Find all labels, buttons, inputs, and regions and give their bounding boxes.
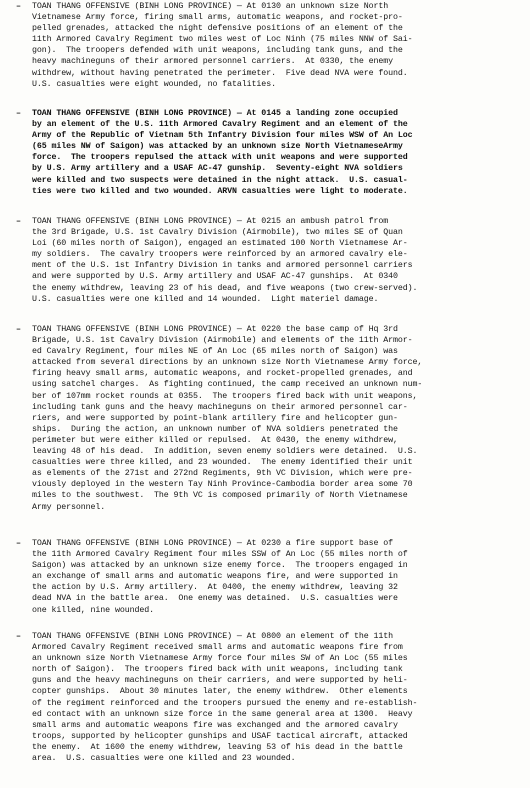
- text-line: guns and the heavy machineguns on their carriers, and were supported by heli-: [32, 676, 408, 686]
- text-line: casualties were three killed, and 23 wounded. The enemy identified their unit: [32, 458, 413, 468]
- text-line: firing heavy small arms, automatic weapons, and rocket-propelled grenades, and: [32, 369, 413, 379]
- text-line: viously deployed in the western Tay Ninh Province-Cambodia border area some 70: [32, 480, 413, 490]
- report-entry-6: [16, 631, 522, 764]
- text-line: of the regiment reinforced and the troopers pursued the enemy and re-establish-: [32, 698, 418, 708]
- text-line: gon). The troopers defended with unit weapons, including tank guns, and the: [32, 46, 403, 56]
- bullet-dash: –: [16, 539, 21, 548]
- text-line: north of Saigon). The troopers fired back with unit weapons, including tank: [32, 665, 403, 675]
- text-line: dead NVA in the battle area. One enemy was detained. U.S. casualties were: [32, 594, 398, 604]
- text-line: area. U.S. casualties were one killed and 23 wounded.: [32, 754, 296, 764]
- text-line: attacked from several directions by an unknown size North Vietnamese Army force,: [32, 358, 423, 368]
- text-line: ed contact with an unknown size force in the same general area at 1300. Heavy: [32, 709, 413, 719]
- entry-5-text: [32, 538, 522, 616]
- text-line: the enemy. At 1600 the enemy withdrew, leaving 53 of his dead in the battle: [32, 742, 403, 752]
- bullet-dash: –: [16, 325, 21, 334]
- text-line: using satchel charges. As fighting continued, the camp received an unknown num-: [32, 380, 423, 390]
- text-line: TOAN THANG OFFENSIVE (BINH LONG PROVINCE) — At 0220 the base camp of Hq 3rd: [32, 325, 398, 334]
- report-entry-4: [16, 324, 522, 513]
- text-line: 11th Armored Cavalry Regiment two miles west of Loc Ninh (75 miles NNW of Sai-: [32, 35, 413, 45]
- text-line: the enemy withdrew, leaving 23 of his dead, and five weapons (two crew-served).: [32, 283, 418, 293]
- text-line: (65 miles NW of Saigon) was attacked by an unknown size North VietnameseArmy: [32, 142, 403, 152]
- text-line: Loi (60 miles north of Saigon), engaged an estimated 100 North Vietnamese Ar-: [32, 239, 408, 249]
- report-entry-2: [16, 108, 522, 197]
- bullet-dash: –: [16, 109, 21, 118]
- text-line: pelled grenades, attacked the night defensive positions of an element of the: [32, 24, 403, 34]
- text-line: Saigon) was attacked by an unknown size enemy force. The troopers engaged in: [32, 561, 408, 571]
- text-line: the action by U.S. Army artillery. At 0400, the enemy withdrew, leaving 32: [32, 583, 398, 593]
- text-line: leaving 48 of his dead. In addition, seven enemy soldiers were detained. U.S.: [32, 447, 418, 457]
- entry-3-text: [32, 216, 522, 305]
- text-line: withdrew, without having penetrated the perimeter. Five dead NVA were found.: [32, 68, 408, 78]
- text-line: TOAN THANG OFFENSIVE (BINH LONG PROVINCE) — At 0145 a landing zone occupied: [32, 109, 398, 118]
- text-line: Vietnamese Army force, firing small arms, automatic weapons, and rocket-pro-: [32, 13, 403, 23]
- entry-1-text: [32, 1, 522, 90]
- text-line: heavy machineguns of their armored personnel carriers. At 0330, the enemy: [32, 57, 394, 67]
- text-line: miles to the southwest. The 9th VC is composed primarily of North Vietnamese: [32, 491, 408, 501]
- text-line: Armored Cavalry Regiment received small arms and automatic weapons fire from: [32, 643, 403, 653]
- text-line: Brigade, U.S. 1st Cavalry Division (Airmobile) and elements of the 11th Armor-: [32, 336, 413, 346]
- text-line: as elements of the 271st and 272nd Regiments, 9th VC Division, which were pre-: [32, 469, 413, 479]
- text-line: Army of the Republic of Vietnam 5th Infantry Division four miles WSW of An Loc: [32, 131, 413, 141]
- entry-4-text: [32, 324, 522, 513]
- text-line: and were supported by U.S. Army artillery and USAF AC-47 gunships. At 0340: [32, 272, 398, 282]
- text-line: were killed and two suspects were detained in the night attack. U.S. casual-: [32, 175, 408, 185]
- text-line: U.S. casualties were one killed and 14 wounded. Light materiel damage.: [32, 294, 379, 304]
- text-line: ships. During the action, an unknown number of NVA soldiers penetrated the: [32, 424, 398, 434]
- text-line: force. The troopers repulsed the attack with unit weapons and were supported: [32, 153, 408, 163]
- entry-2-text: [32, 108, 522, 197]
- text-line: the 11th Armored Cavalry Regiment four miles SSW of An Loc (55 miles north of: [32, 550, 408, 560]
- text-line: perimeter but were either killed or repulsed. At 0430, the enemy withdrew,: [32, 435, 398, 445]
- text-line: one killed, nine wounded.: [32, 605, 154, 615]
- text-line: my soldiers. The cavalry troopers were reinforced by an armored cavalry ele-: [32, 250, 408, 260]
- text-line: Army personnel.: [32, 502, 106, 512]
- text-line: copter gunships. About 30 minutes later, the enemy withdrew. Other elements: [32, 687, 408, 697]
- text-line: U.S. casualties were eight wounded, no fatalities.: [32, 79, 276, 89]
- text-line: by U.S. Army artillery and a USAF AC-47 gunship. Seventy-eight NVA soldiers: [32, 164, 403, 174]
- text-line: the 3rd Brigade, U.S. 1st Cavalry Division (Airmobile), two miles SE of Quan: [32, 228, 403, 238]
- report-entry-3: [16, 216, 522, 305]
- text-line: ber of 107mm rocket rounds at 0355. The troopers fired back with unit weapons,: [32, 391, 418, 401]
- text-line: an exchange of small arms and automatic weapons fire, and were supported in: [32, 572, 398, 582]
- text-line: TOAN THANG OFFENSIVE (BINH LONG PROVINCE) — At 0130 an unknown size North: [32, 2, 389, 11]
- text-line: ment of the U.S. 1st Infantry Division in tanks and armored personnel carriers: [32, 261, 413, 271]
- text-line: ed Cavalry Regiment, four miles NE of An Loc (65 miles north of Saigon) was: [32, 347, 398, 357]
- text-line: troops, supported by helicopter gunships and USAF tactical aircraft, attacked: [32, 731, 408, 741]
- report-entry-5: [16, 538, 522, 616]
- bullet-dash: –: [16, 2, 21, 11]
- text-line: TOAN THANG OFFENSIVE (BINH LONG PROVINCE) — At 0215 an ambush patrol from: [32, 217, 389, 226]
- report-entry-1: [16, 1, 522, 90]
- text-line: TOAN THANG OFFENSIVE (BINH LONG PROVINCE) — At 0230 a fire support base of: [32, 539, 394, 548]
- text-line: riers, and were supported by point-blank artillery fire and helicopter gun-: [32, 413, 398, 423]
- text-line: by an element of the U.S. 11th Armored Cavalry Regiment and an element of the: [32, 120, 408, 130]
- bullet-dash: –: [16, 632, 21, 641]
- text-line: ties were two killed and two wounded. ARVN casualties were light to moderate.: [32, 186, 408, 196]
- text-line: including tank guns and the heavy machineguns on their armored personnel car-: [32, 402, 408, 412]
- text-line: an unknown size North Vietnamese Army force four miles SW of An Loc (55 miles: [32, 654, 408, 664]
- bullet-dash: –: [16, 217, 21, 226]
- text-line: TOAN THANG OFFENSIVE (BINH LONG PROVINCE) — At 0800 an element of the 11th: [32, 632, 394, 641]
- entry-6-text: [32, 631, 522, 764]
- text-line: small arms and automatic weapons fire was exchanged and the armored cavalry: [32, 720, 398, 730]
